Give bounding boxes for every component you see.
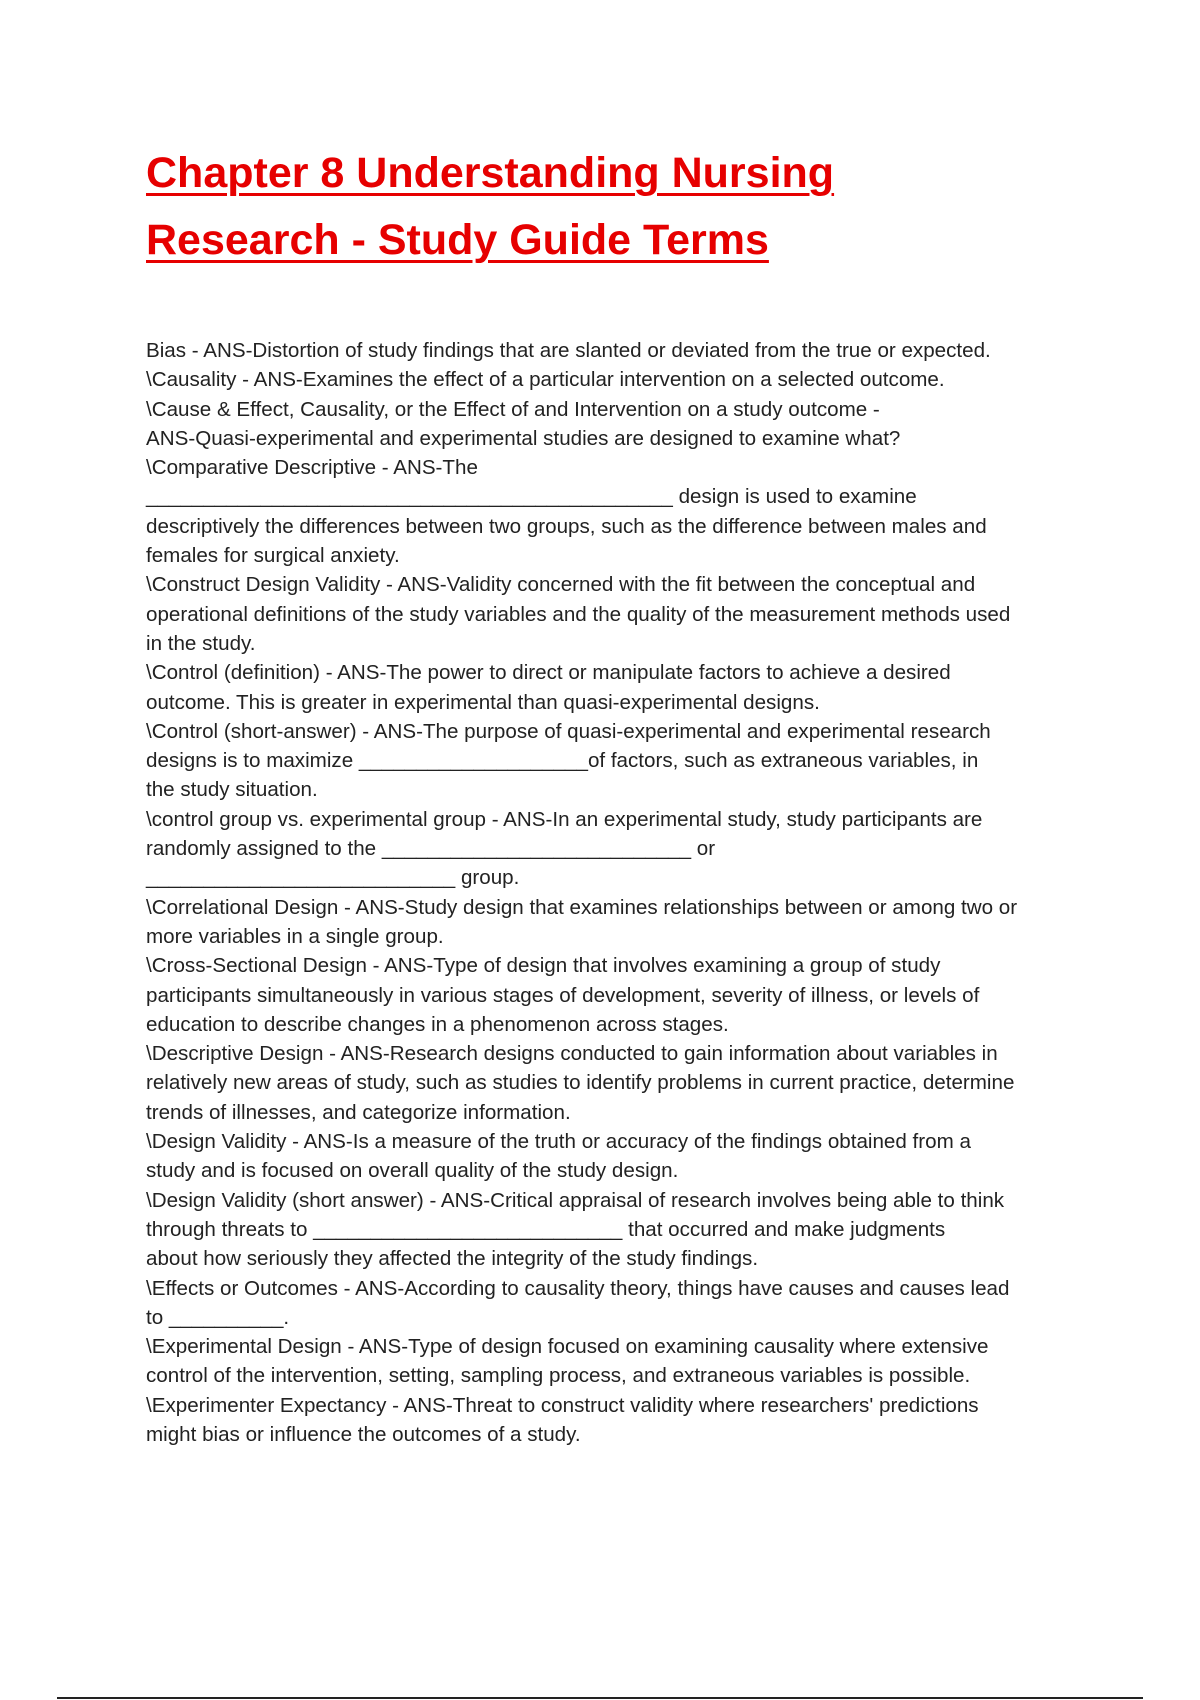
glossary-entry — [146, 658, 1096, 717]
glossary-entry — [146, 1186, 1096, 1274]
entry-line: ___________________________ group. — [146, 866, 520, 890]
glossary-entry — [146, 453, 1096, 570]
entry-line: \Experimenter Expectancy - ANS-Threat to construct validity where researchers' predictions — [146, 1393, 979, 1417]
entry-line: \Construct Design Validity - ANS-Validity concerned with the fit between the conceptual and — [146, 573, 976, 597]
entry-line: more variables in a single group. — [146, 924, 444, 948]
glossary-entry — [146, 951, 1096, 1039]
entry-line: in the study. — [146, 631, 256, 655]
entry-line: control of the intervention, setting, sampling process, and extraneous variables is possible. — [146, 1364, 971, 1388]
footer-divider — [57, 1697, 1143, 1699]
entry-line: \Design Validity (short answer) - ANS-Critical appraisal of research involves being able to think — [146, 1188, 1005, 1212]
entry-line: \Causality - ANS-Examines the effect of a particular intervention on a selected outcome. — [146, 368, 945, 392]
title-line-2: Research - Study Guide Terms — [146, 216, 769, 264]
glossary-entry — [146, 805, 1096, 893]
entry-line: \Correlational Design - ANS-Study design that examines relationships between or among two or — [146, 895, 1018, 919]
glossary-entry — [146, 1391, 1096, 1450]
entry-line: \Experimental Design - ANS-Type of design focused on examining causality where extensive — [146, 1335, 989, 1359]
glossary-entry — [146, 336, 1096, 365]
entry-line: study and is focused on overall quality of the study design. — [146, 1159, 679, 1183]
entry-line: designs is to maximize ____________________of factors, such as extraneous variables, in — [146, 749, 979, 773]
glossary-entry — [146, 1274, 1096, 1333]
entry-line: participants simultaneously in various stages of development, severity of illness, or levels of — [146, 983, 980, 1007]
glossary-entry — [146, 1039, 1096, 1127]
entry-line: trends of illnesses, and categorize information. — [146, 1100, 571, 1124]
entry-line: \Cross-Sectional Design - ANS-Type of design that involves examining a group of study — [146, 954, 941, 978]
entry-line: might bias or influence the outcomes of a study. — [146, 1422, 581, 1446]
entry-line: \Design Validity - ANS-Is a measure of the truth or accuracy of the findings obtained from a — [146, 1130, 971, 1154]
glossary-entry — [146, 570, 1096, 658]
glossary-entries — [146, 336, 1096, 1449]
entry-line: randomly assigned to the ___________________________ or — [146, 837, 716, 861]
glossary-entry — [146, 717, 1096, 805]
entry-line: \Cause & Effect, Causality, or the Effect of and Intervention on a study outcome - — [146, 397, 880, 421]
entry-line: to __________. — [146, 1305, 290, 1329]
entry-line: \control group vs. experimental group - ANS-In an experimental study, study participants are — [146, 807, 983, 831]
entry-line: ANS-Quasi-experimental and experimental studies are designed to examine what? — [146, 426, 901, 450]
glossary-entry — [146, 1127, 1096, 1186]
entry-line: \Control (definition) - ANS-The power to direct or manipulate factors to achieve a desired — [146, 661, 951, 685]
entry-line: \Control (short-answer) - ANS-The purpose of quasi-experimental and experimental research — [146, 719, 991, 743]
entry-line: relatively new areas of study, such as studies to identify problems in current practice, determine — [146, 1071, 1015, 1095]
document-title — [146, 140, 1046, 274]
glossary-entry — [146, 395, 1096, 454]
glossary-entry — [146, 1332, 1096, 1391]
title-line-1: Chapter 8 Understanding Nursing — [146, 149, 835, 197]
glossary-entry — [146, 893, 1096, 952]
entry-line: descriptively the differences between two groups, such as the difference between males and — [146, 514, 987, 538]
entry-line: outcome. This is greater in experimental than quasi-experimental designs. — [146, 690, 820, 714]
entry-line: ______________________________________________ design is used to examine — [146, 485, 917, 509]
glossary-entry — [146, 365, 1096, 394]
entry-line: \Comparative Descriptive - ANS-The — [146, 456, 478, 480]
entry-line: \Effects or Outcomes - ANS-According to causality theory, things have causes and causes lead — [146, 1276, 1010, 1300]
entry-line: operational definitions of the study variables and the quality of the measurement methods used — [146, 602, 1011, 626]
entry-line: education to describe changes in a phenomenon across stages. — [146, 1012, 729, 1036]
entry-line: Bias - ANS-Distortion of study findings that are slanted or deviated from the true or expected. — [146, 339, 991, 362]
entry-line: the study situation. — [146, 778, 318, 802]
entry-line: through threats to ___________________________ that occurred and make judgments — [146, 1217, 946, 1241]
entry-line: \Descriptive Design - ANS-Research designs conducted to gain information about variables in — [146, 1042, 998, 1066]
entry-line: females for surgical anxiety. — [146, 544, 400, 568]
entry-line: about how seriously they affected the integrity of the study findings. — [146, 1247, 759, 1271]
